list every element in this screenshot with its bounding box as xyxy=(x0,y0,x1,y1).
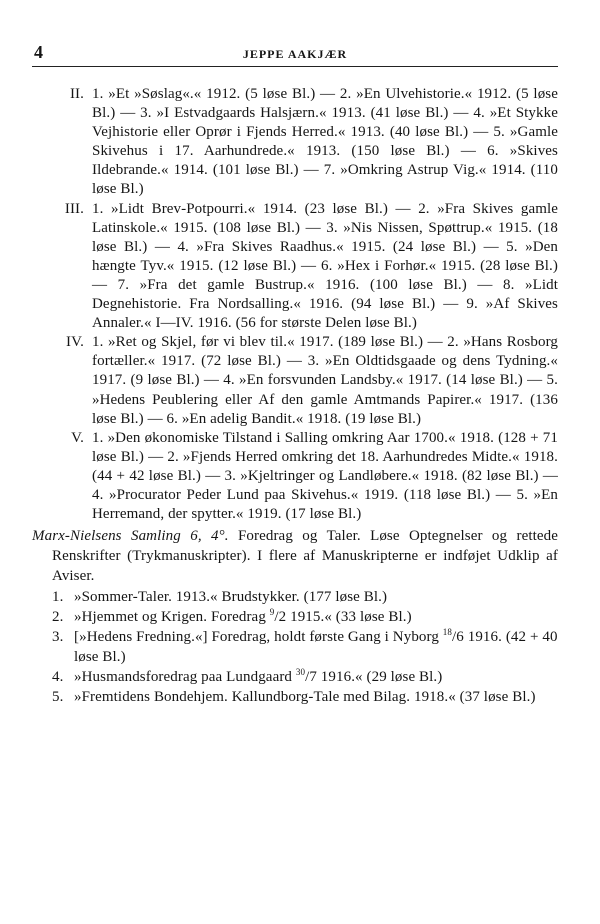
date-day: 9 xyxy=(269,607,275,618)
list-item xyxy=(42,587,558,607)
volume-entry xyxy=(42,333,558,428)
list-item xyxy=(42,627,558,667)
date-day: 18 xyxy=(442,627,452,638)
volume-entry xyxy=(42,200,558,334)
running-head: JEPPE AAKJÆR xyxy=(242,47,348,61)
volume-number: IV. xyxy=(66,334,84,351)
item-number: 4. xyxy=(52,669,64,686)
list-item xyxy=(42,607,558,627)
item-number: 3. xyxy=(52,629,64,646)
item-text-after: /7 1916.« (29 løse Bl.) xyxy=(305,669,443,686)
item-text-before: »Husmandsforedrag paa Lundgaard xyxy=(74,669,296,686)
volume-text: 1. »Et »Søslag«.« 1912. (5 løse Bl.) — 2. »En Ulvehistorie.« 1912. (5 løse Bl.) — 3. »I Estvadgaards Halsjærn.« 1913. (41 løse Bl.) — 4. »Et Stykke Vejhistorie eller Oprør i Fjends Herred.« 1913. (40 løse Bl.) — 5. »Gamle Skivehus i 17. Aarhundrede.« 1913. (150 løse Bl.) — 6. »Skives Ildebrande.« 1914. (101 løse Bl.) — 7. »Omkring Astrup Vig.« 1914. (110 løse Bl.) xyxy=(92,86,558,198)
item-text: »Sommer-Taler. 1913.« Brudstykker. (177 løse Bl.) xyxy=(74,589,388,606)
volume-number: II. xyxy=(69,86,84,102)
collection-description: Foredrag og Taler. Løse Optegnelser og rettede Renskrifter (Trykmanuskripter). I flere af Manuskripterne er indføjet Udklip af Aviser. xyxy=(52,528,558,585)
list-item xyxy=(42,667,558,687)
volume-entry xyxy=(42,429,558,524)
item-text-before: [»Hedens Fredning.«] Foredrag, holdt første Gang i Nyborg xyxy=(74,629,443,646)
volume-text: 1. »Den økonomiske Tilstand i Salling omkring Aar 1700.« 1918. (128 + 71 løse Bl.) — 2. »Fjends Herred omkring det 18. Aarhundredes Midte.« 1918. (44 + 42 løse Bl.) — 3. »Kjeltringer og Landløbere.« 1918. (82 løse Bl.) — 4. »Procurator Peder Lund paa Skivehus.« 1919. (118 løse Bl.) — 5. »En Herremand, der spytter.« 1919. (17 løse Bl.) xyxy=(92,429,558,523)
page-header xyxy=(32,40,558,67)
volume-text: 1. »Lidt Brev-Potpourri.« 1914. (23 løse Bl.) — 2. »Fra Skives gamle Latinskole.« 1915. (108 løse Bl.) — 3. »Nis Nissen, Spøttrup.« 1915. (18 løse Bl.) — 4. »Fra Skives Raadhus.« 1915. (24 løse Bl.) — 5. »Den hængte Tyv.« 1915. (12 løse Bl.) — 6. »Hex i Forhør.« 1915. (28 løse Bl.) — 7. »Fra det gamle Bustrup.« 1916. (100 løse Bl.) — 8. »Lidt Degnehistorie. Fra Nordsalling.« 1916. (94 løse Bl.) — 9. »Af Skives Annaler.« I—IV. 1916. (56 for største Delen løse Bl.) xyxy=(92,200,558,332)
list-item xyxy=(42,687,558,707)
item-text-before: »Hjemmet og Krigen. Foredrag xyxy=(74,609,270,626)
volume-number: V. xyxy=(71,429,84,446)
collection-items xyxy=(42,587,558,707)
date-day: 30 xyxy=(295,667,306,678)
item-number: 2. xyxy=(52,609,64,626)
collection-entry xyxy=(32,526,558,586)
volume-entry xyxy=(42,85,558,200)
item-text-after: /6 1916. (42 + 40 løse Bl.) xyxy=(74,629,558,666)
volume-number: III. xyxy=(64,200,84,217)
page-body xyxy=(32,85,558,707)
volume-text: 1. »Ret og Skjel, før vi blev til.« 1917. (189 løse Bl.) — 2. »Hans Rosborg fortæller.« 1917. (72 løse Bl.) — 3. »En Oldtidsgaade og dens Tydning.« 1917. (9 løse Bl.) — 4. »En forsvunden Landsby.« 1917. (14 løse Bl.) — 5. »Hedens Peublering eller Af den gamle Amtmands Papirer.« 1917. (136 løse Bl.) — 6. »En adelig Bandit.« 1918. (19 løse Bl.) xyxy=(92,334,558,427)
item-text: »Fremtidens Bondehjem. Kallundborg-Tale med Bilag. 1918.« (37 løse Bl.) xyxy=(74,689,536,706)
item-number: 1. xyxy=(52,589,64,606)
item-text-after: /2 1915.« (33 løse Bl.) xyxy=(274,609,412,626)
collection-title: Marx-Nielsens Samling 6, 4°. xyxy=(32,528,229,545)
page-number: 4 xyxy=(34,42,43,62)
item-number: 5. xyxy=(52,689,64,706)
